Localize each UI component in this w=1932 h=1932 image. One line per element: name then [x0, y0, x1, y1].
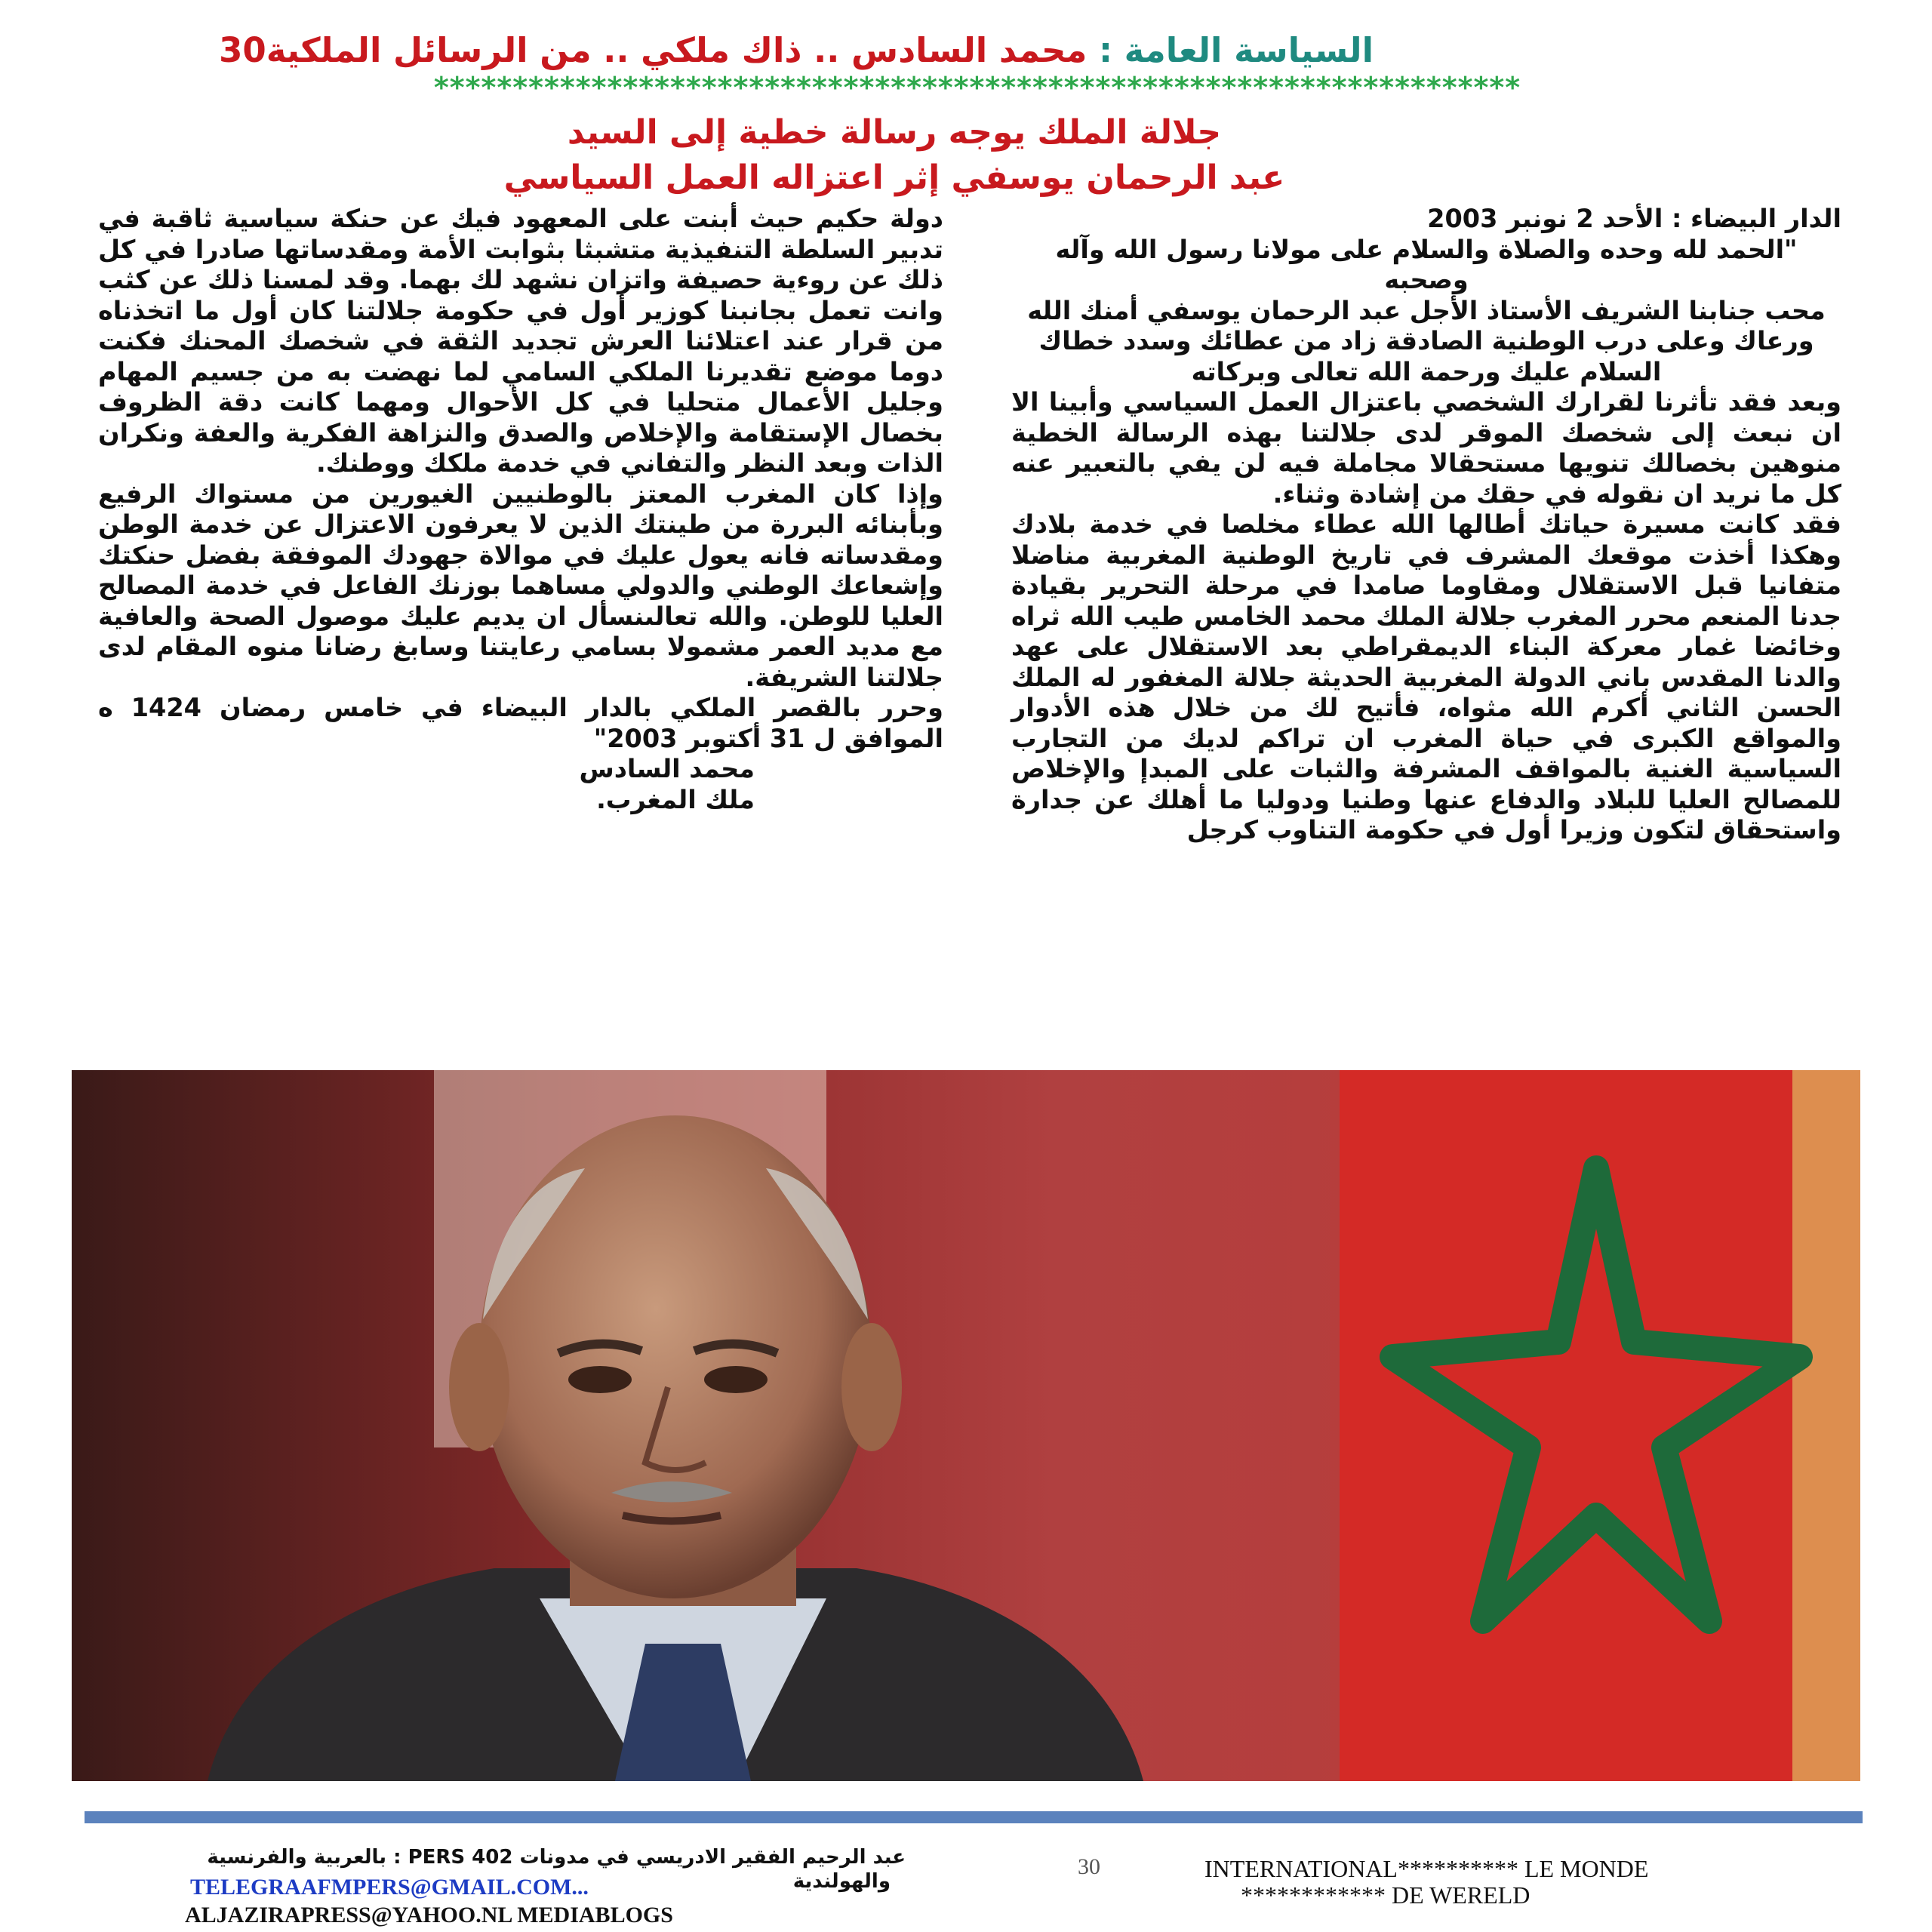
ear-left — [449, 1323, 509, 1451]
article-title-line-2: عبد الرحمان يوسفي إثر اعتزاله العمل السياسي — [503, 158, 1285, 197]
section-heading — [98, 30, 1374, 70]
head — [479, 1115, 872, 1598]
footer-email-yahoo: ALJAZIRAPRESS@YAHOO.NL MEDIABLOGS — [185, 1903, 673, 1927]
footer-email-gmail[interactable]: TELEGRAAFMPERS@GMAIL.COM... — [190, 1875, 589, 1900]
footer-international-line-1: INTERNATIONAL********** LE MONDE — [1204, 1855, 1649, 1882]
signature-title: ملك المغرب. — [596, 784, 755, 814]
paragraph: دولة حكيم حيث أبنت على المعهود فيك عن حنكة سياسية ثاقبة في تدبير السلطة التنفيذية متشبثا بثوابت الأمة ومقدساتها صادرا في كل ذلك عن روءية حصيفة واتزان نشهد لك بهما. وقد لمسنا ذلك عن كثب وانت تعمل بجانبنا كوزير أول في حكومة جلالتنا كان أول ما اتخذناه من قرار عند اعتلائنا العرش تجديد الثقة في شخصك المحنك فكنت دوما موضع تقديرنا الملكي السامي لما نهضت به من جسيم المهام وجليل الأعمال متحليا في كل الأحوال ومهما كانت دقة الظروف بخصال الإستقامة والإخلاص والصدق والنزاهة الفكرية والعفة ونكران الذات وبعد النظر والتفاني في خدمة ملكك ووطنك. — [98, 204, 943, 478]
article-left-column — [98, 204, 943, 815]
section-prefix: السياسة العامة : — [1087, 30, 1374, 70]
portrait-photo — [72, 1070, 1860, 1781]
closing-line: وحرر بالقصر الملكي بالدار البيضاء في خامس رمضان 1424 ه الموافق ل 31 أكتوبر 2003" — [98, 693, 943, 753]
signature-name: محمد السادس — [579, 754, 755, 783]
salutation: محب جنابنا الشريف الأستاذ الأجل عبد الرحمان يوسفي أمنك الله ورعاك وعلى درب الوطنية الصادقة زاد من عطائك وسدد خطاك — [1027, 295, 1826, 355]
paragraph: فقد كانت مسيرة حياتك أطالها الله عطاء مخلصا في خدمة بلادك وهكذا أخذت موقعك المشرف في تاريخ الوطنية المغربية مناضلا متفانيا قبل الاستقلال ومقاوما صامدا في مرحلة التحرير بقيادة جدنا المنعم محرر المغرب جلالة الملك محمد الخامس طيب الله ثراه وخائضا غمار معركة البناء الديمقراطي بعد الاستقلال على عهد والدنا المقدس باني الدولة المغربية الحديثة جلالة المغفور له الملك الحسن الثاني أكرم الله مثواه، فأتيح لك من خلال هذه الأدوار والمواقع الكبرى في حياة المغرب ان تراكم لديك من التجارب السياسية الغنية بالمواقف المشرفة والثبات على المبدإ والإخلاص للمصالح العليا للبلاد والدفاع عنها وطنيا ودوليا ما أهلك عن جدارة واستحقاق لتكون وزيرا أول في حكومة التناوب كرجل — [1011, 509, 1841, 844]
footer-international-line-2: ************ DE WERELD — [1241, 1881, 1531, 1909]
paragraph: وبعد فقد تأثرنا لقرارك الشخصي باعتزال العمل السياسي وأبينا الا ان نبعث إلى شخصك الموقر لدى جلالتنا بهذه الرسالة الخطية منوهين بخصالك تنويها مستحقالا مجاملة فيه لن يفي بالتعبير عنه كل ما نريد ان نقوله في حقك من إشادة وثناء. — [1011, 387, 1841, 509]
article-right-column — [1011, 204, 1841, 846]
footer-author-line: عبد الرحيم الفقير الادريسي في مدونات PERS 402 : بالعربية والفرنسية — [207, 1846, 906, 1869]
article-title-line-1: جلالة الملك يوجه رسالة خطية إلى السيد — [567, 113, 1222, 152]
ear-right — [841, 1323, 902, 1451]
flag-edge — [1792, 1070, 1860, 1781]
page-number: 30 — [1078, 1854, 1100, 1879]
star-divider: ********************************************************************* — [433, 72, 1521, 103]
dateline: الدار البيضاء : الأحد 2 نونبر 2003 — [1427, 204, 1841, 233]
footer-rule — [85, 1811, 1863, 1823]
footer-author-line-2: والهولندية — [792, 1870, 891, 1893]
eye-left — [568, 1366, 632, 1393]
eye-right — [704, 1366, 768, 1393]
opening-invocation: "الحمد لله وحده والصلاة والسلام على مولانا رسول الله وآله وصحبه — [1055, 234, 1798, 294]
section-title: محمد السادس .. ذاك ملكي .. من الرسائل الملكية30 — [219, 30, 1088, 70]
greeting: السلام عليك ورحمة الله تعالى وبركاته — [1191, 356, 1662, 386]
paragraph: وإذا كان المغرب المعتز بالوطنيين الغيورين من مستواك الرفيع وبأبنائه البررة من طينتك الذين لا يعرفون الاعتزال عن خدمة الوطن ومقدساته فانه يعول عليك في موالاة جهودك الموفقة بفضل حنكتك وإشعاعك الوطني والدولي مساهما بوزنك الفاعل في خدمة المصالح العليا للوطن. والله تعالىنسأل ان يديم عليك موصول الصحة والعافية مع مديد العمر مشمولا بسامي رعايتنا وسابغ رضانا منوه المقام لدى جلالتنا الشريفة. — [98, 478, 943, 692]
portrait-illustration — [72, 1070, 1860, 1781]
